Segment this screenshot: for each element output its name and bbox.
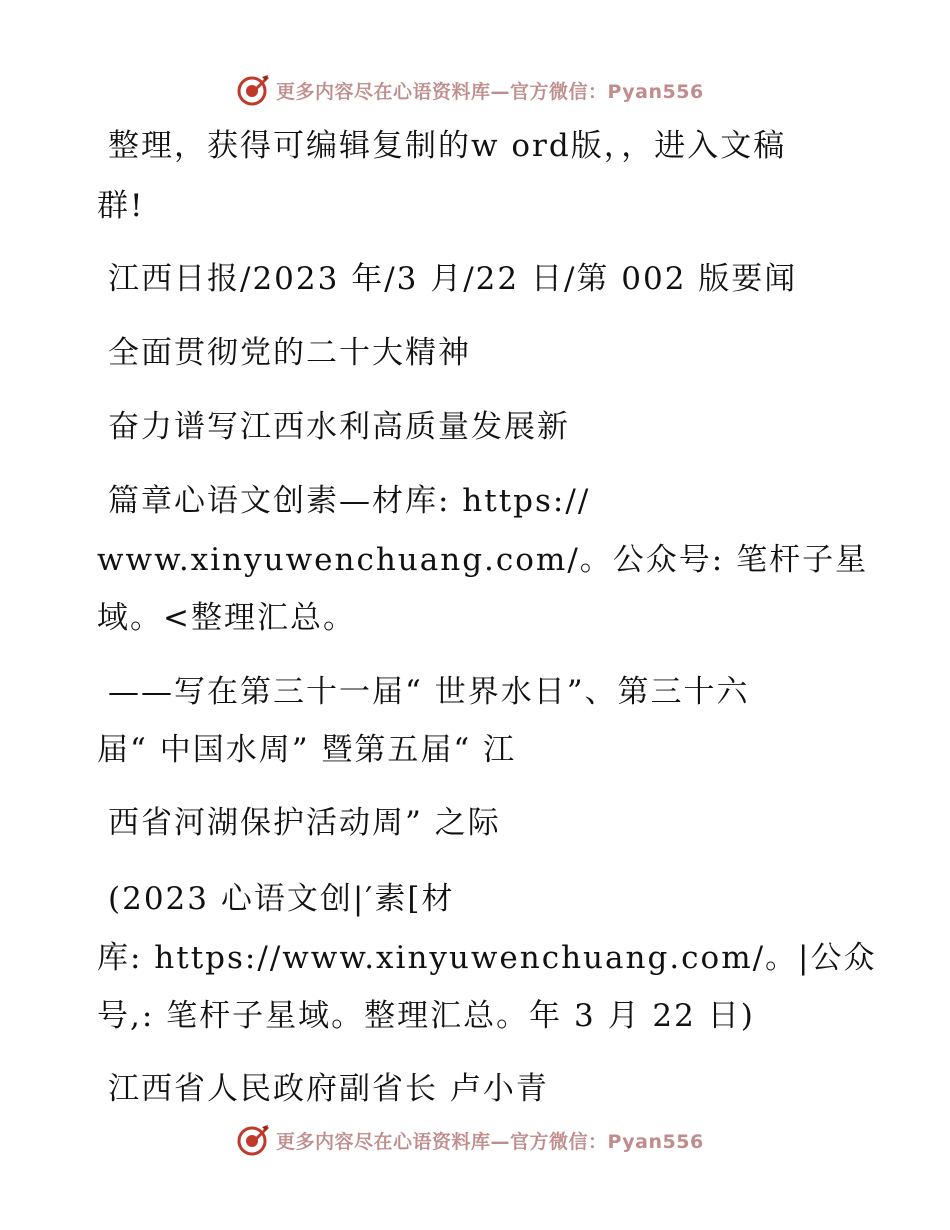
doc-line-3: 江西日报/2023 年/3 月/22 日/第 002 版要闻: [108, 261, 798, 297]
doc-line-2: 群!: [97, 188, 145, 224]
header-banner-main: 更多内容尽在心语资料库: [276, 80, 491, 103]
footer-banner-text: [276, 1127, 704, 1154]
header-banner-brand: 官方微信：Pyan556: [510, 80, 704, 103]
footer-banner: [236, 1122, 704, 1158]
doc-line-15: 江西省人民政府副省长 卢小青: [108, 1071, 549, 1107]
doc-line-9: ——写在第三十一届“ 世界水日”、第三十六: [108, 674, 750, 710]
doc-line-4: 全面贯彻党的二十大精神: [108, 335, 471, 371]
header-banner-text: [276, 77, 704, 104]
quill-logo-icon: [236, 73, 270, 107]
doc-line-7: www.xinyuwenchuang.com/。公众号: 笔杆子星: [97, 542, 869, 578]
footer-banner-main: 更多内容尽在心语资料库: [276, 1130, 491, 1153]
header-banner: [236, 72, 704, 108]
doc-line-11: 西省河湖保护活动周” 之际: [108, 805, 501, 841]
quill-logo-icon: [236, 1123, 270, 1157]
doc-line-10: 届“ 中国水周” 暨第五届“ 江: [97, 732, 517, 768]
footer-banner-brand: 官方微信：Pyan556: [510, 1130, 704, 1153]
footer-banner-sep: —: [490, 1130, 511, 1153]
doc-line-13: 库: https://www.xinyuwenchuang.com/。|公众: [97, 940, 877, 976]
doc-line-5: 奋力谱写江西水利高质量发展新: [108, 409, 570, 445]
doc-line-12: (2023 心语文创|′素[材: [108, 881, 455, 917]
doc-line-6: 篇章心语文创素—材库: https://: [108, 483, 591, 519]
doc-line-8: 域。<整理汇总。: [97, 600, 356, 636]
doc-line-14: 号,: 笔杆子星域。整理汇总。年 3 月 22 日): [97, 998, 755, 1034]
doc-line-1: 整理，获得可编辑复制的w ord版，，进入文稿: [108, 128, 787, 164]
header-banner-sep: —: [490, 80, 511, 103]
